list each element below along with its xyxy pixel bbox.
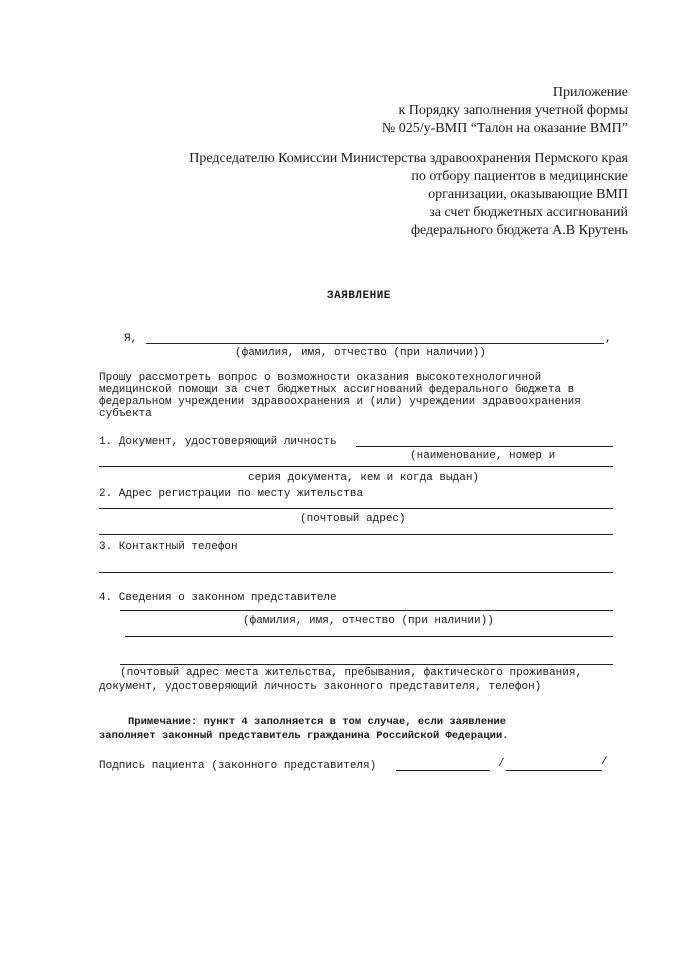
- item2-hint: (почтовый адрес): [300, 513, 406, 525]
- request-text-line: медицинской помощи за счет бюджетных ассигнований федерального бюджета в: [99, 384, 575, 396]
- representative-details-field[interactable]: [120, 664, 613, 665]
- addressee-line: Председателю Комиссии Министерства здравоохранения Пермского края: [189, 151, 628, 166]
- signature-slash: /: [498, 758, 505, 770]
- document-title: ЗАЯВЛЕНИЕ: [327, 290, 391, 302]
- appendix-order-reference: к Порядку заполнения учетной формы: [398, 103, 628, 118]
- addressee-line: за счет бюджетных ассигнований: [429, 205, 628, 220]
- signature-slash: /: [601, 756, 608, 768]
- item1-hint: (наименование, номер и: [410, 450, 556, 462]
- representative-name-field[interactable]: [120, 610, 613, 611]
- request-text-line: Прошу рассмотреть вопрос о возможности оказания высокотехнологичной: [99, 372, 542, 384]
- applicant-name-hint: (фамилия, имя, отчество (при наличии)): [235, 347, 486, 359]
- signature-label: Подпись пациента (законного представителя): [99, 760, 377, 772]
- identity-document-field[interactable]: [356, 446, 613, 447]
- signature-name-field[interactable]: [506, 770, 602, 771]
- addressee-line: федерального бюджета А.В Крутень: [410, 223, 628, 238]
- note-line: заполняет законный представитель гражданина Российской Федерации.: [99, 730, 509, 742]
- item4-name-hint: (фамилия, имя, отчество (при наличии)): [243, 615, 494, 627]
- item4-details-hint-continued: документ, удостоверяющий личность законного представителя, телефон): [99, 681, 542, 693]
- item1-label: 1. Документ, удостоверяющий личность: [99, 436, 337, 448]
- applicant-name-field[interactable]: [146, 343, 604, 344]
- applicant-comma: ,: [605, 333, 612, 345]
- request-text-line: федеральном учреждении здравоохранения и (или) учреждении здравоохранения: [99, 396, 581, 408]
- signature-field[interactable]: [396, 770, 490, 771]
- item3-label: 3. Контактный телефон: [99, 541, 238, 553]
- registration-address-field-continued[interactable]: [99, 534, 613, 535]
- appendix-title: Приложение: [552, 85, 628, 100]
- item4-label: 4. Сведения о законном представителе: [99, 592, 337, 604]
- identity-document-field-continued[interactable]: [99, 466, 613, 467]
- appendix-form-number: № 025/у-ВМП “Талон на оказание ВМП”: [381, 121, 628, 136]
- item4-details-hint: (почтовый адрес места жительства, пребывания, фактического проживания,: [120, 667, 583, 679]
- addressee-line: организации, оказывающие ВМП: [428, 187, 628, 202]
- registration-address-field[interactable]: [99, 508, 613, 509]
- request-text-line: субъекта: [99, 408, 152, 420]
- representative-name-field-continued[interactable]: [125, 636, 613, 637]
- applicant-prefix: Я,: [124, 333, 138, 345]
- addressee-line: по отбору пациентов в медицинские: [411, 169, 628, 184]
- item2-label: 2. Адрес регистрации по месту жительства: [99, 488, 364, 500]
- contact-phone-field[interactable]: [99, 572, 613, 573]
- note-line: Примечание: пункт 4 заполняется в том случае, если заявление: [128, 716, 507, 728]
- item1-hint-continued: серия документа, кем и когда выдан): [248, 472, 480, 484]
